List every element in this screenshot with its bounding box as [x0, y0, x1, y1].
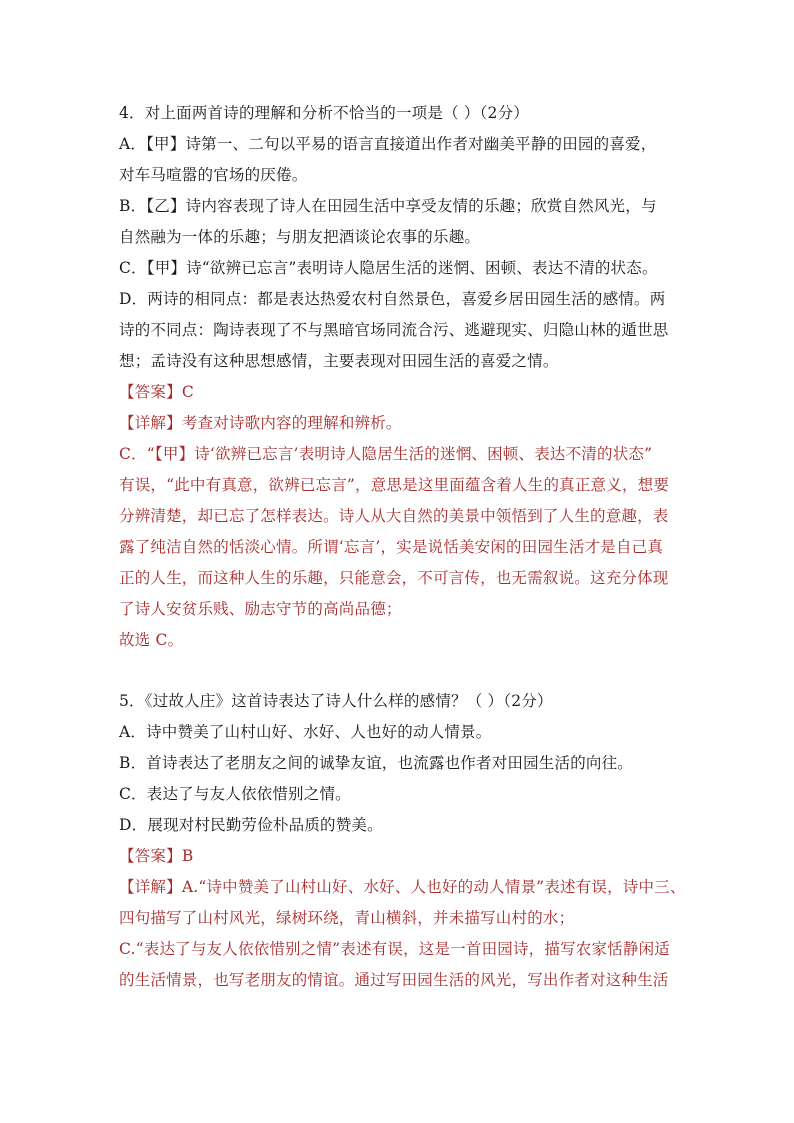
q4-option-d-line1: D．两诗的相同点：都是表达热爱农村自然景色，喜爱乡居田园生活的感情。两 — [119, 290, 666, 308]
q5-option-b: B．首诗表达了老朋友之间的诚挚友谊，也流露也作者对田园生活的向往。 — [119, 754, 633, 772]
q4-explain-line1: C．“【甲】诗‘欲辨已忘言’表明诗人隐居生活的迷惘、困顿、表达不清的状态” — [119, 445, 653, 463]
answer-value: B — [181, 847, 194, 865]
detail-tag: 【详解】 — [119, 878, 182, 896]
q4-question: 4．对上面两首诗的理解和分析不恰当的一项是（ ）（2分） — [119, 104, 530, 122]
q5-question: 5．《过故人庄》这首诗表达了诗人什么样的感情？（ ）（2分） — [119, 692, 553, 710]
q4-option-a-line2: 对车马喧嚣的官场的厌倦。 — [119, 166, 308, 184]
q5-option-a: A．诗中赞美了山村山好、水好、人也好的动人情景。 — [119, 723, 492, 741]
q4-option-a-line1: A．【甲】诗第一、二句以平易的语言直接道出作者对幽美平静的田园的喜爱， — [119, 135, 657, 153]
q5-detail-line2: 四句描写了山村风光，绿树环绕，青山横斜，并未描写山村的水； — [119, 909, 575, 927]
q4-explain-line4: 露了纯洁自然的恬淡心情。所谓‘忘言’，实是说恬美安闲的田园生活才是自己真 — [119, 538, 664, 556]
q4-explain-line2: 有误，“此中有真意，欲辨已忘言”，意思是这里面蕴含着人生的真正意义，想要 — [119, 476, 670, 494]
answer-tag: 【答案】 — [119, 383, 182, 401]
q4-option-b-line2: 自然融为一体的乐趣；与朋友把酒谈论农事的乐趣。 — [119, 228, 481, 246]
q4-explain-line6: 了诗人安贫乐贱、励志守节的高尚品德； — [119, 600, 402, 618]
q4-option-c: C．【甲】诗“欲辨已忘言”表明诗人隐居生活的迷惘、困顿、表达不清的状态。 — [119, 259, 658, 277]
detail-text: A.“诗中赞美了山村山好、水好、人也好的动人情景”表述有误，诗中三、 — [181, 878, 686, 896]
q4-option-b-line1: B．【乙】诗内容表现了诗人在田园生活中享受友情的乐趣；欣赏自然风光，与 — [119, 197, 657, 215]
q4-explain-line5: 正的人生，而这种人生的乐趣，只能意会，不可言传，也无需叙说。这充分体现 — [119, 569, 669, 587]
detail-tag: 【详解】 — [119, 414, 182, 432]
answer-tag: 【答案】 — [119, 847, 182, 865]
q5-option-d: D．展现对村民勤劳俭朴品质的赞美。 — [119, 816, 383, 834]
q4-explain-line3: 分辨清楚，却已忘了怎样表达。诗人从大自然的美景中领悟到了人生的意趣，表 — [119, 507, 669, 525]
q5-detail-line1 — [119, 872, 686, 903]
detail-text: 考查对诗歌内容的理解和辨析。 — [181, 414, 402, 432]
q4-detail — [119, 408, 679, 439]
q4-answer — [119, 377, 679, 408]
q4-option-d-line3: 想；孟诗没有这种思想感情，主要表现对田园生活的喜爱之情。 — [119, 352, 559, 370]
q5-detail-line3: C.“表达了与友人依依惜别之情”表述有误，这是一首田园诗，描写农家恬静闲适 — [119, 940, 670, 958]
q5-detail-line4: 的生活情景，也写老朋友的情谊。通过写田园生活的风光，写出作者对这种生活 — [119, 971, 669, 989]
q5-option-c: C．表达了与友人依依惜别之情。 — [119, 785, 351, 803]
answer-value: C — [181, 383, 194, 401]
q5-answer — [119, 841, 679, 872]
q4-explain-line7: 故选 C。 — [119, 631, 184, 649]
document-page — [119, 98, 686, 996]
q4-option-d-line2: 诗的不同点：陶诗表现了不与黑暗官场同流合污、逃避现实、归隐山林的遁世思 — [119, 321, 669, 339]
section-gap — [119, 656, 679, 686]
